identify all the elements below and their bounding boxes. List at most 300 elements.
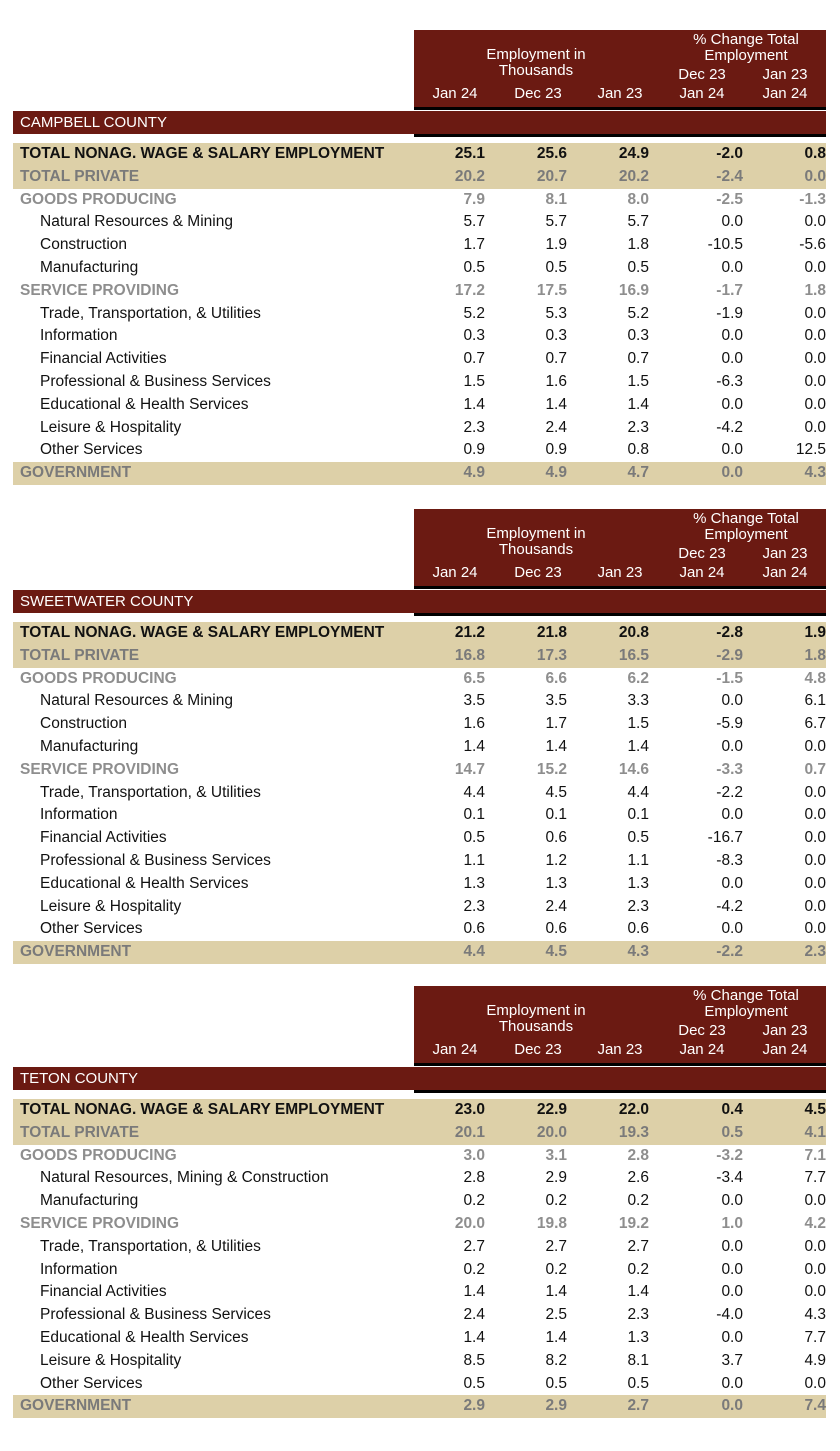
value-cell: -2.4 <box>716 167 743 185</box>
row-label: TOTAL PRIVATE <box>20 1123 140 1141</box>
value-cell: 5.3 <box>545 304 567 322</box>
value-cell: 0.0 <box>804 395 826 413</box>
value-cell: 0.5 <box>463 829 485 847</box>
header-rule <box>414 1063 826 1066</box>
value-cell: 20.2 <box>454 167 485 185</box>
value-cell: 16.9 <box>618 281 649 299</box>
header-employment-group: Employment in Thousands <box>486 1002 586 1035</box>
value-cell: 15.2 <box>536 760 567 778</box>
county-rule <box>414 613 826 616</box>
value-cell: 0.0 <box>804 350 826 368</box>
row-label: Leisure & Hospitality <box>40 418 182 436</box>
table-row <box>13 918 826 941</box>
header-sub-dec23: Dec 23 <box>678 545 726 562</box>
table-row <box>13 1145 826 1168</box>
value-cell: -3.2 <box>716 1146 743 1164</box>
value-cell: 0.6 <box>545 920 567 938</box>
row-label: Trade, Transportation, & Utilities <box>40 304 261 322</box>
value-cell: 7.9 <box>463 190 485 208</box>
row-label: SERVICE PROVIDING <box>20 1215 180 1232</box>
value-cell: 1.5 <box>627 715 649 733</box>
value-cell: 1.1 <box>463 852 485 869</box>
table-row <box>13 417 826 440</box>
value-cell: 22.0 <box>618 1101 649 1118</box>
value-cell: 1.7 <box>463 236 485 254</box>
value-cell: 7.7 <box>804 1169 826 1187</box>
value-cell: 1.6 <box>463 715 485 733</box>
value-cell: 19.2 <box>618 1215 649 1232</box>
value-cell: 0.4 <box>721 1101 743 1118</box>
value-cell: 2.3 <box>804 943 826 961</box>
value-cell: -3.3 <box>716 760 743 778</box>
row-label: GOVERNMENT <box>20 464 132 482</box>
value-cell: 1.3 <box>627 874 649 892</box>
value-cell: 0.0 <box>804 213 826 231</box>
value-cell: 1.4 <box>463 738 485 755</box>
county-rule <box>414 134 826 137</box>
row-label: Other Services <box>40 441 143 459</box>
value-cell: 0.0 <box>721 806 743 824</box>
value-cell: 0.2 <box>545 1192 567 1210</box>
value-cell: 21.8 <box>536 624 567 641</box>
value-cell: 6.5 <box>463 669 485 687</box>
value-cell: 6.1 <box>804 692 826 710</box>
header-rule <box>414 586 826 589</box>
value-cell: 7.1 <box>804 1146 826 1164</box>
column-header: Jan 24 <box>679 1041 725 1058</box>
value-cell: 3.5 <box>463 692 485 710</box>
value-cell: 0.2 <box>545 1260 567 1278</box>
value-cell: 1.8 <box>627 236 649 254</box>
value-cell: 0.0 <box>804 897 826 915</box>
value-cell: 0.6 <box>627 920 649 938</box>
value-cell: 7.7 <box>804 1329 826 1346</box>
value-cell: 0.0 <box>804 738 826 755</box>
row-label: Educational & Health Services <box>40 874 249 892</box>
value-cell: 1.4 <box>545 738 567 755</box>
value-cell: 20.2 <box>618 167 649 185</box>
value-cell: 0.5 <box>463 259 485 276</box>
value-cell: 21.2 <box>454 624 485 641</box>
table-row <box>13 1373 826 1396</box>
header-sub-jan23: Jan 23 <box>762 1022 808 1039</box>
value-cell: -10.5 <box>707 236 743 254</box>
value-cell: 1.4 <box>545 395 567 413</box>
table-row <box>13 1099 826 1122</box>
value-cell: -4.0 <box>716 1306 743 1324</box>
row-label: GOODS PRODUCING <box>20 669 177 687</box>
value-cell: 17.3 <box>536 646 567 664</box>
value-cell: 1.9 <box>804 624 826 641</box>
table-header <box>414 30 826 110</box>
value-cell: 14.7 <box>454 760 485 778</box>
column-header: Jan 24 <box>679 564 725 581</box>
table-row <box>13 1167 826 1190</box>
value-cell: 0.0 <box>721 692 743 710</box>
row-label: GOVERNMENT <box>20 1397 132 1415</box>
value-cell: -4.2 <box>716 418 743 436</box>
value-cell: 2.5 <box>545 1306 567 1324</box>
value-cell: 2.3 <box>463 418 485 436</box>
row-label: Trade, Transportation, & Utilities <box>40 1237 261 1255</box>
value-cell: 2.7 <box>463 1237 485 1255</box>
table-row <box>13 1259 826 1282</box>
column-header: Jan 24 <box>762 1041 808 1058</box>
value-cell: 0.8 <box>627 441 649 459</box>
row-label: TOTAL NONAG. WAGE & SALARY EMPLOYMENT <box>20 1101 385 1118</box>
row-label: Other Services <box>40 1374 143 1392</box>
value-cell: 0.7 <box>545 350 567 368</box>
value-cell: 0.0 <box>804 167 826 185</box>
value-cell: 0.0 <box>721 350 743 368</box>
header-change-group: % Change Total Employment <box>693 987 799 1020</box>
column-header: Jan 23 <box>597 564 643 581</box>
value-cell: 5.7 <box>463 213 485 231</box>
value-cell: 2.3 <box>627 1306 649 1324</box>
row-label: Financial Activities <box>40 350 167 368</box>
table-row <box>13 759 826 782</box>
value-cell: 1.4 <box>545 1283 567 1301</box>
table-row <box>13 668 826 691</box>
county-title: TETON COUNTY <box>13 1067 826 1090</box>
table-row <box>13 1281 826 1304</box>
table-row <box>13 1236 826 1259</box>
value-cell: 0.0 <box>721 1329 743 1346</box>
value-cell: -1.9 <box>716 304 743 322</box>
value-cell: 16.8 <box>454 646 485 664</box>
row-label: TOTAL NONAG. WAGE & SALARY EMPLOYMENT <box>20 145 385 162</box>
column-header: Dec 23 <box>514 85 562 102</box>
value-cell: 24.9 <box>618 145 649 162</box>
value-cell: 2.3 <box>463 897 485 915</box>
column-header: Jan 24 <box>762 85 808 102</box>
value-cell: 20.7 <box>536 167 567 185</box>
table-row <box>13 782 826 805</box>
value-cell: 4.4 <box>627 783 649 801</box>
value-cell: 0.0 <box>804 259 826 276</box>
header-sub-jan23: Jan 23 <box>762 66 808 83</box>
value-cell: 20.8 <box>618 624 649 641</box>
value-cell: 4.3 <box>804 1306 826 1324</box>
value-cell: 17.5 <box>536 281 567 299</box>
value-cell: 0.2 <box>627 1260 649 1278</box>
value-cell: 1.7 <box>545 715 567 733</box>
value-cell: -2.0 <box>716 145 743 162</box>
value-cell: 4.3 <box>804 464 826 482</box>
value-cell: 0.0 <box>804 327 826 345</box>
table-header <box>414 986 826 1066</box>
value-cell: 2.9 <box>463 1397 485 1415</box>
table-row <box>13 166 826 189</box>
value-cell: 0.2 <box>463 1192 485 1210</box>
value-cell: -3.4 <box>716 1169 743 1187</box>
column-header: Jan 23 <box>597 85 643 102</box>
value-cell: 25.6 <box>536 145 567 162</box>
table-row <box>13 690 826 713</box>
value-cell: 0.0 <box>721 920 743 938</box>
value-cell: 0.7 <box>627 350 649 368</box>
value-cell: 0.5 <box>627 829 649 847</box>
value-cell: 4.4 <box>463 943 485 961</box>
value-cell: 20.0 <box>536 1123 567 1141</box>
row-label: Construction <box>40 236 128 254</box>
row-label: Professional & Business Services <box>40 852 271 869</box>
value-cell: 3.7 <box>721 1351 743 1369</box>
value-cell: 0.0 <box>804 1374 826 1392</box>
value-cell: 0.5 <box>545 1374 567 1392</box>
value-cell: 0.0 <box>721 1192 743 1210</box>
value-cell: 4.5 <box>545 943 567 961</box>
row-label: Leisure & Hospitality <box>40 897 182 915</box>
value-cell: 0.3 <box>463 327 485 345</box>
row-label: Leisure & Hospitality <box>40 1351 182 1369</box>
value-cell: 1.8 <box>804 646 826 664</box>
value-cell: 0.0 <box>721 395 743 413</box>
table-header <box>414 509 826 589</box>
value-cell: 0.0 <box>721 213 743 231</box>
value-cell: 0.0 <box>721 1283 743 1301</box>
value-cell: 0.5 <box>627 259 649 276</box>
value-cell: -4.2 <box>716 897 743 915</box>
value-cell: 1.5 <box>627 373 649 390</box>
value-cell: 0.8 <box>804 145 826 162</box>
value-cell: 3.5 <box>545 692 567 710</box>
row-label: GOODS PRODUCING <box>20 190 177 208</box>
value-cell: 8.5 <box>463 1351 485 1369</box>
row-label: GOODS PRODUCING <box>20 1146 177 1164</box>
header-employment-group: Employment in Thousands <box>486 46 586 79</box>
value-cell: 0.0 <box>804 920 826 938</box>
table-row <box>13 348 826 371</box>
row-label: Natural Resources, Mining & Construction <box>40 1169 329 1187</box>
value-cell: -1.7 <box>716 281 743 299</box>
value-cell: -5.6 <box>799 236 826 254</box>
county-title: CAMPBELL COUNTY <box>13 111 826 134</box>
row-label: Construction <box>40 715 128 733</box>
value-cell: 0.0 <box>804 304 826 322</box>
value-cell: 4.3 <box>627 943 649 961</box>
value-cell: 1.3 <box>627 1329 649 1346</box>
table-row <box>13 143 826 166</box>
table-row <box>13 1304 826 1327</box>
county-rule <box>414 1090 826 1093</box>
value-cell: 5.7 <box>627 213 649 231</box>
value-cell: 17.2 <box>454 281 485 299</box>
header-sub-dec23: Dec 23 <box>678 66 726 83</box>
value-cell: 4.4 <box>463 783 485 801</box>
table-row <box>13 645 826 668</box>
value-cell: 19.3 <box>618 1123 649 1141</box>
value-cell: -2.2 <box>716 783 743 801</box>
value-cell: 0.3 <box>545 327 567 345</box>
value-cell: 0.9 <box>463 441 485 459</box>
value-cell: 0.0 <box>721 1260 743 1278</box>
column-header: Jan 24 <box>432 1041 478 1058</box>
row-label: Natural Resources & Mining <box>40 692 233 710</box>
row-label: SERVICE PROVIDING <box>20 760 180 778</box>
column-header: Jan 24 <box>432 85 478 102</box>
value-cell: 0.0 <box>721 259 743 276</box>
value-cell: 1.4 <box>463 1283 485 1301</box>
table-row <box>13 325 826 348</box>
value-cell: 4.9 <box>463 464 485 482</box>
value-cell: 1.1 <box>627 852 649 869</box>
row-label: Trade, Transportation, & Utilities <box>40 783 261 801</box>
row-label: Information <box>40 806 118 824</box>
value-cell: 0.0 <box>721 464 743 482</box>
column-header: Dec 23 <box>514 564 562 581</box>
value-cell: 23.0 <box>454 1101 485 1118</box>
table-row <box>13 1350 826 1373</box>
value-cell: -6.3 <box>716 373 743 390</box>
table-row <box>13 257 826 280</box>
value-cell: 4.7 <box>627 464 649 482</box>
table-row <box>13 827 826 850</box>
value-cell: 7.4 <box>804 1397 826 1415</box>
column-header: Jan 24 <box>432 564 478 581</box>
value-cell: -8.3 <box>716 852 743 869</box>
table-row <box>13 1327 826 1350</box>
value-cell: 2.8 <box>627 1146 649 1164</box>
county-title: SWEETWATER COUNTY <box>13 590 826 613</box>
value-cell: 8.1 <box>627 1351 649 1369</box>
value-cell: 25.1 <box>454 145 485 162</box>
value-cell: 1.6 <box>545 373 567 390</box>
value-cell: 4.9 <box>545 464 567 482</box>
column-header: Jan 23 <box>597 1041 643 1058</box>
header-sub-dec23: Dec 23 <box>678 1022 726 1039</box>
row-label: SERVICE PROVIDING <box>20 281 180 299</box>
value-cell: 2.3 <box>627 418 649 436</box>
value-cell: 1.4 <box>627 395 649 413</box>
row-label: Natural Resources & Mining <box>40 213 233 231</box>
row-label: TOTAL PRIVATE <box>20 167 140 185</box>
value-cell: 0.0 <box>804 874 826 892</box>
row-label: Professional & Business Services <box>40 373 271 390</box>
table-row <box>13 303 826 326</box>
table-row <box>13 804 826 827</box>
value-cell: 0.0 <box>804 1237 826 1255</box>
value-cell: 0.0 <box>721 1237 743 1255</box>
column-header: Dec 23 <box>514 1041 562 1058</box>
table-row <box>13 462 826 485</box>
row-label: Information <box>40 327 118 345</box>
value-cell: -2.5 <box>716 190 743 208</box>
table-row <box>13 189 826 212</box>
value-cell: 20.0 <box>454 1215 485 1232</box>
value-cell: 0.9 <box>545 441 567 459</box>
value-cell: 4.9 <box>804 1351 826 1369</box>
value-cell: 2.7 <box>627 1397 649 1415</box>
value-cell: 0.0 <box>721 1374 743 1392</box>
value-cell: 2.7 <box>627 1237 649 1255</box>
value-cell: 1.5 <box>463 373 485 390</box>
value-cell: -5.9 <box>716 715 743 733</box>
table-row <box>13 439 826 462</box>
value-cell: -1.5 <box>716 669 743 687</box>
value-cell: 0.0 <box>804 418 826 436</box>
value-cell: 5.7 <box>545 213 567 231</box>
table-row <box>13 941 826 964</box>
header-change-group: % Change Total Employment <box>693 31 799 64</box>
value-cell: 5.2 <box>627 304 649 322</box>
value-cell: 4.8 <box>804 669 826 687</box>
value-cell: 6.2 <box>627 669 649 687</box>
value-cell: 1.4 <box>463 1329 485 1346</box>
value-cell: -2.2 <box>716 943 743 961</box>
row-label: Financial Activities <box>40 829 167 847</box>
table-row <box>13 234 826 257</box>
value-cell: 0.0 <box>804 852 826 869</box>
value-cell: 0.0 <box>721 874 743 892</box>
row-label: Educational & Health Services <box>40 1329 249 1346</box>
value-cell: 4.1 <box>804 1123 826 1141</box>
row-label: Educational & Health Services <box>40 395 249 413</box>
value-cell: 0.5 <box>463 1374 485 1392</box>
value-cell: 0.1 <box>627 806 649 824</box>
table-row <box>13 622 826 645</box>
table-row <box>13 394 826 417</box>
value-cell: 0.5 <box>627 1374 649 1392</box>
header-change-group: % Change Total Employment <box>693 510 799 543</box>
column-header: Jan 24 <box>762 564 808 581</box>
value-cell: -1.3 <box>799 190 826 208</box>
table-row <box>13 873 826 896</box>
value-cell: 5.2 <box>463 304 485 322</box>
value-cell: 0.0 <box>721 327 743 345</box>
value-cell: 0.5 <box>721 1123 743 1141</box>
value-cell: 2.8 <box>463 1169 485 1187</box>
value-cell: 0.2 <box>627 1192 649 1210</box>
table-row <box>13 850 826 873</box>
value-cell: -2.8 <box>716 624 743 641</box>
value-cell: 19.8 <box>536 1215 567 1232</box>
row-label: Professional & Business Services <box>40 1306 271 1324</box>
value-cell: 1.9 <box>545 236 567 254</box>
value-cell: 8.2 <box>545 1351 567 1369</box>
value-cell: 0.0 <box>721 441 743 459</box>
value-cell: 0.0 <box>804 829 826 847</box>
table-row <box>13 896 826 919</box>
row-label: Other Services <box>40 920 143 938</box>
row-label: Manufacturing <box>40 738 139 755</box>
table-row <box>13 1395 826 1418</box>
value-cell: 0.6 <box>463 920 485 938</box>
value-cell: 2.4 <box>545 897 567 915</box>
row-label: Manufacturing <box>40 259 139 276</box>
row-label: Manufacturing <box>40 1192 139 1210</box>
value-cell: 0.7 <box>463 350 485 368</box>
table-row <box>13 1122 826 1145</box>
value-cell: 0.5 <box>545 259 567 276</box>
value-cell: 2.4 <box>545 418 567 436</box>
value-cell: -16.7 <box>707 829 743 847</box>
row-label: TOTAL PRIVATE <box>20 646 140 664</box>
value-cell: 0.0 <box>804 806 826 824</box>
row-label: Information <box>40 1260 118 1278</box>
value-cell: 1.4 <box>545 1329 567 1346</box>
row-label: Financial Activities <box>40 1283 167 1301</box>
table-row <box>13 1213 826 1236</box>
value-cell: 1.4 <box>463 395 485 413</box>
value-cell: 12.5 <box>795 441 826 459</box>
value-cell: 8.0 <box>627 190 649 208</box>
table-row <box>13 371 826 394</box>
value-cell: 0.2 <box>463 1260 485 1278</box>
value-cell: 2.6 <box>627 1169 649 1187</box>
value-cell: 1.0 <box>721 1215 743 1232</box>
value-cell: 6.6 <box>545 669 567 687</box>
